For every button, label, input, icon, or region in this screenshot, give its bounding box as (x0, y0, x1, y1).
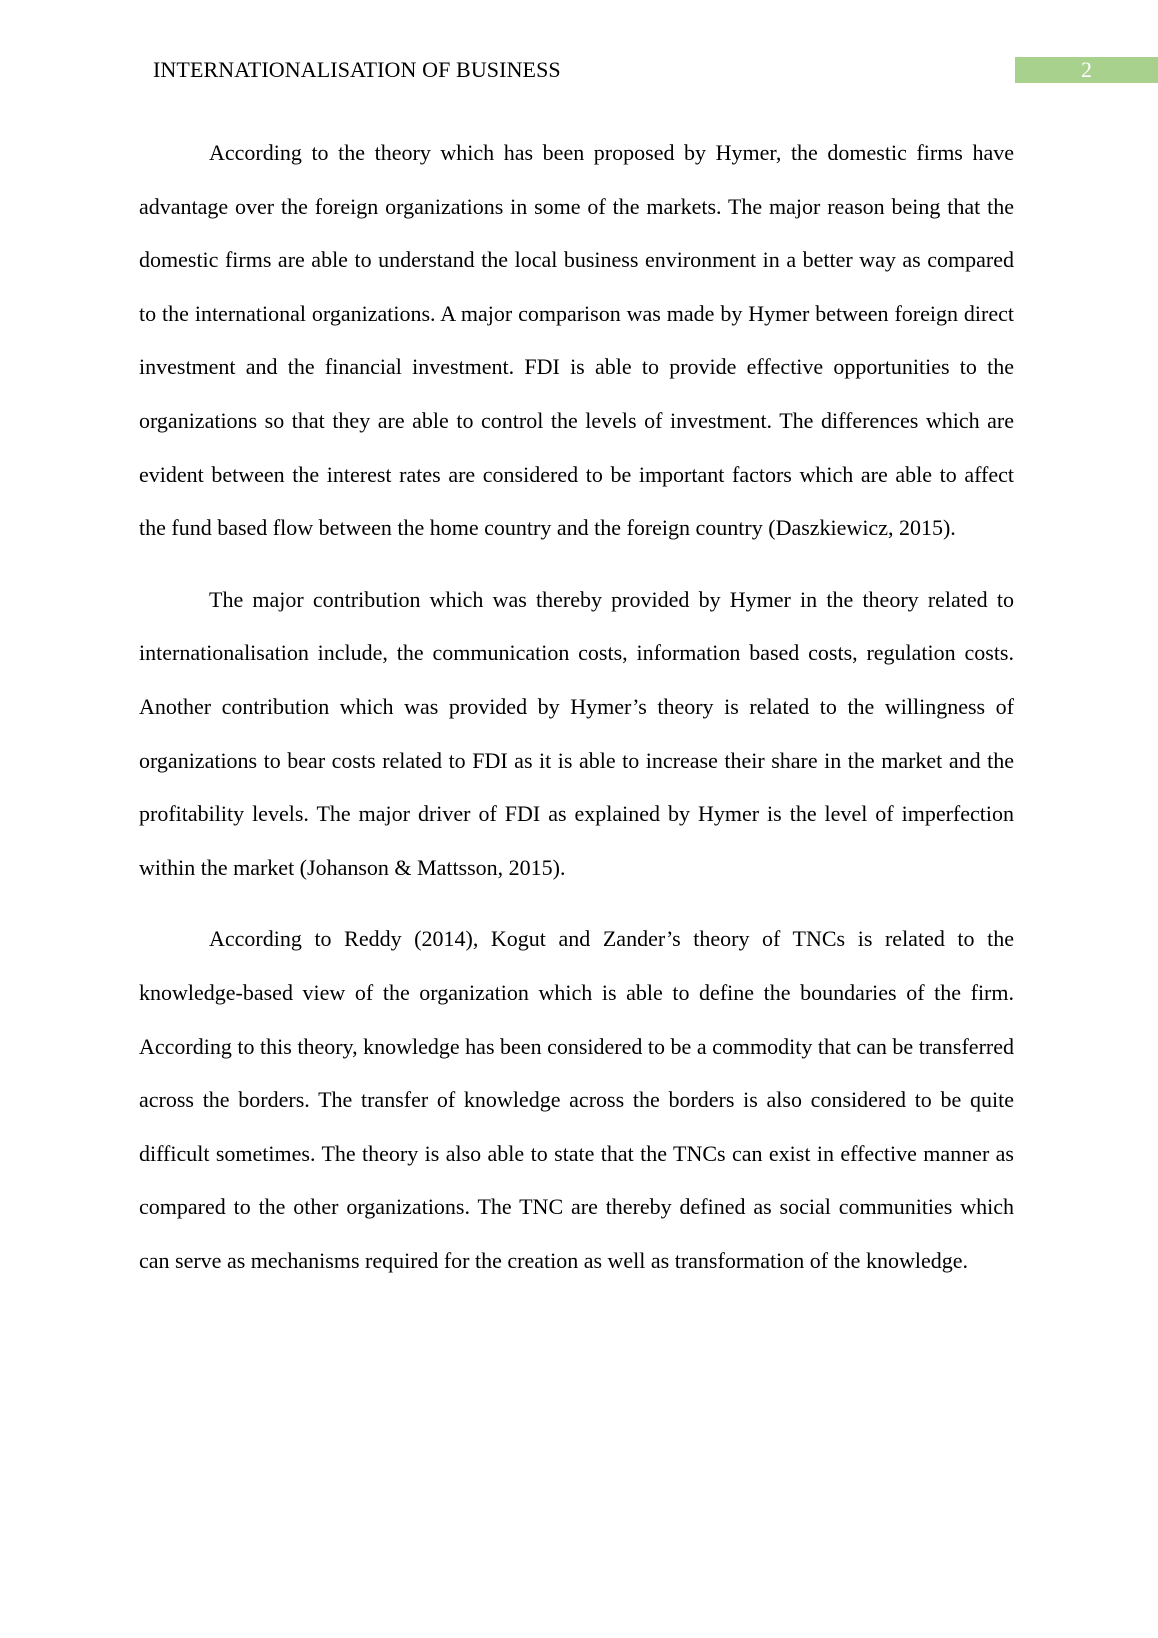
paragraph-hymer-theory: According to the theory which has been proposed by Hymer, the domestic firms have advantage over the foreign organizations in some of the markets. The major reason being that the domestic firms are able to understand the local business environment in a better way as compared to the international organizations. A major comparison was made by Hymer between foreign direct investment and the financial investment. FDI is able to provide effective opportunities to the organizations so that they are able to control the levels of investment. The differences which are evident between the interest rates are considered to be important factors which are able to affect the fund based flow between the home country and the foreign country (Daszkiewicz, 2015). (139, 140, 1014, 541)
paragraph-kogut-zander-theory: According to Reddy (2014), Kogut and Zander’s theory of TNCs is related to the knowledge-based view of the organization which is able to define the boundaries of the firm. According to this theory, knowledge has been considered to be a commodity that can be transferred across the borders. The transfer of knowledge across the borders is also considered to be quite difficult sometimes. The theory is also able to state that the TNCs can exist in effective manner as compared to the other organizations. The TNC are thereby defined as social communities which can serve as mechanisms required for the creation as well as transformation of the knowledge. (139, 926, 1014, 1273)
paragraph-hymer-contribution: The major contribution which was thereby provided by Hymer in the theory related to internationalisation include, the communication costs, information based costs, regulation costs. Another contribution which was provided by Hymer’s theory is related to the willingness of organizations to bear costs related to FDI as it is able to increase their share in the market and the profitability levels. The major driver of FDI as explained by Hymer is the level of imperfection within the market (Johanson & Mattsson, 2015). (139, 586, 1014, 880)
page-number-badge (1015, 57, 1158, 83)
document-body (139, 126, 1014, 1287)
page-number: 2 (1081, 57, 1092, 82)
running-header-title: INTERNATIONALISATION OF BUSINESS (153, 57, 561, 82)
